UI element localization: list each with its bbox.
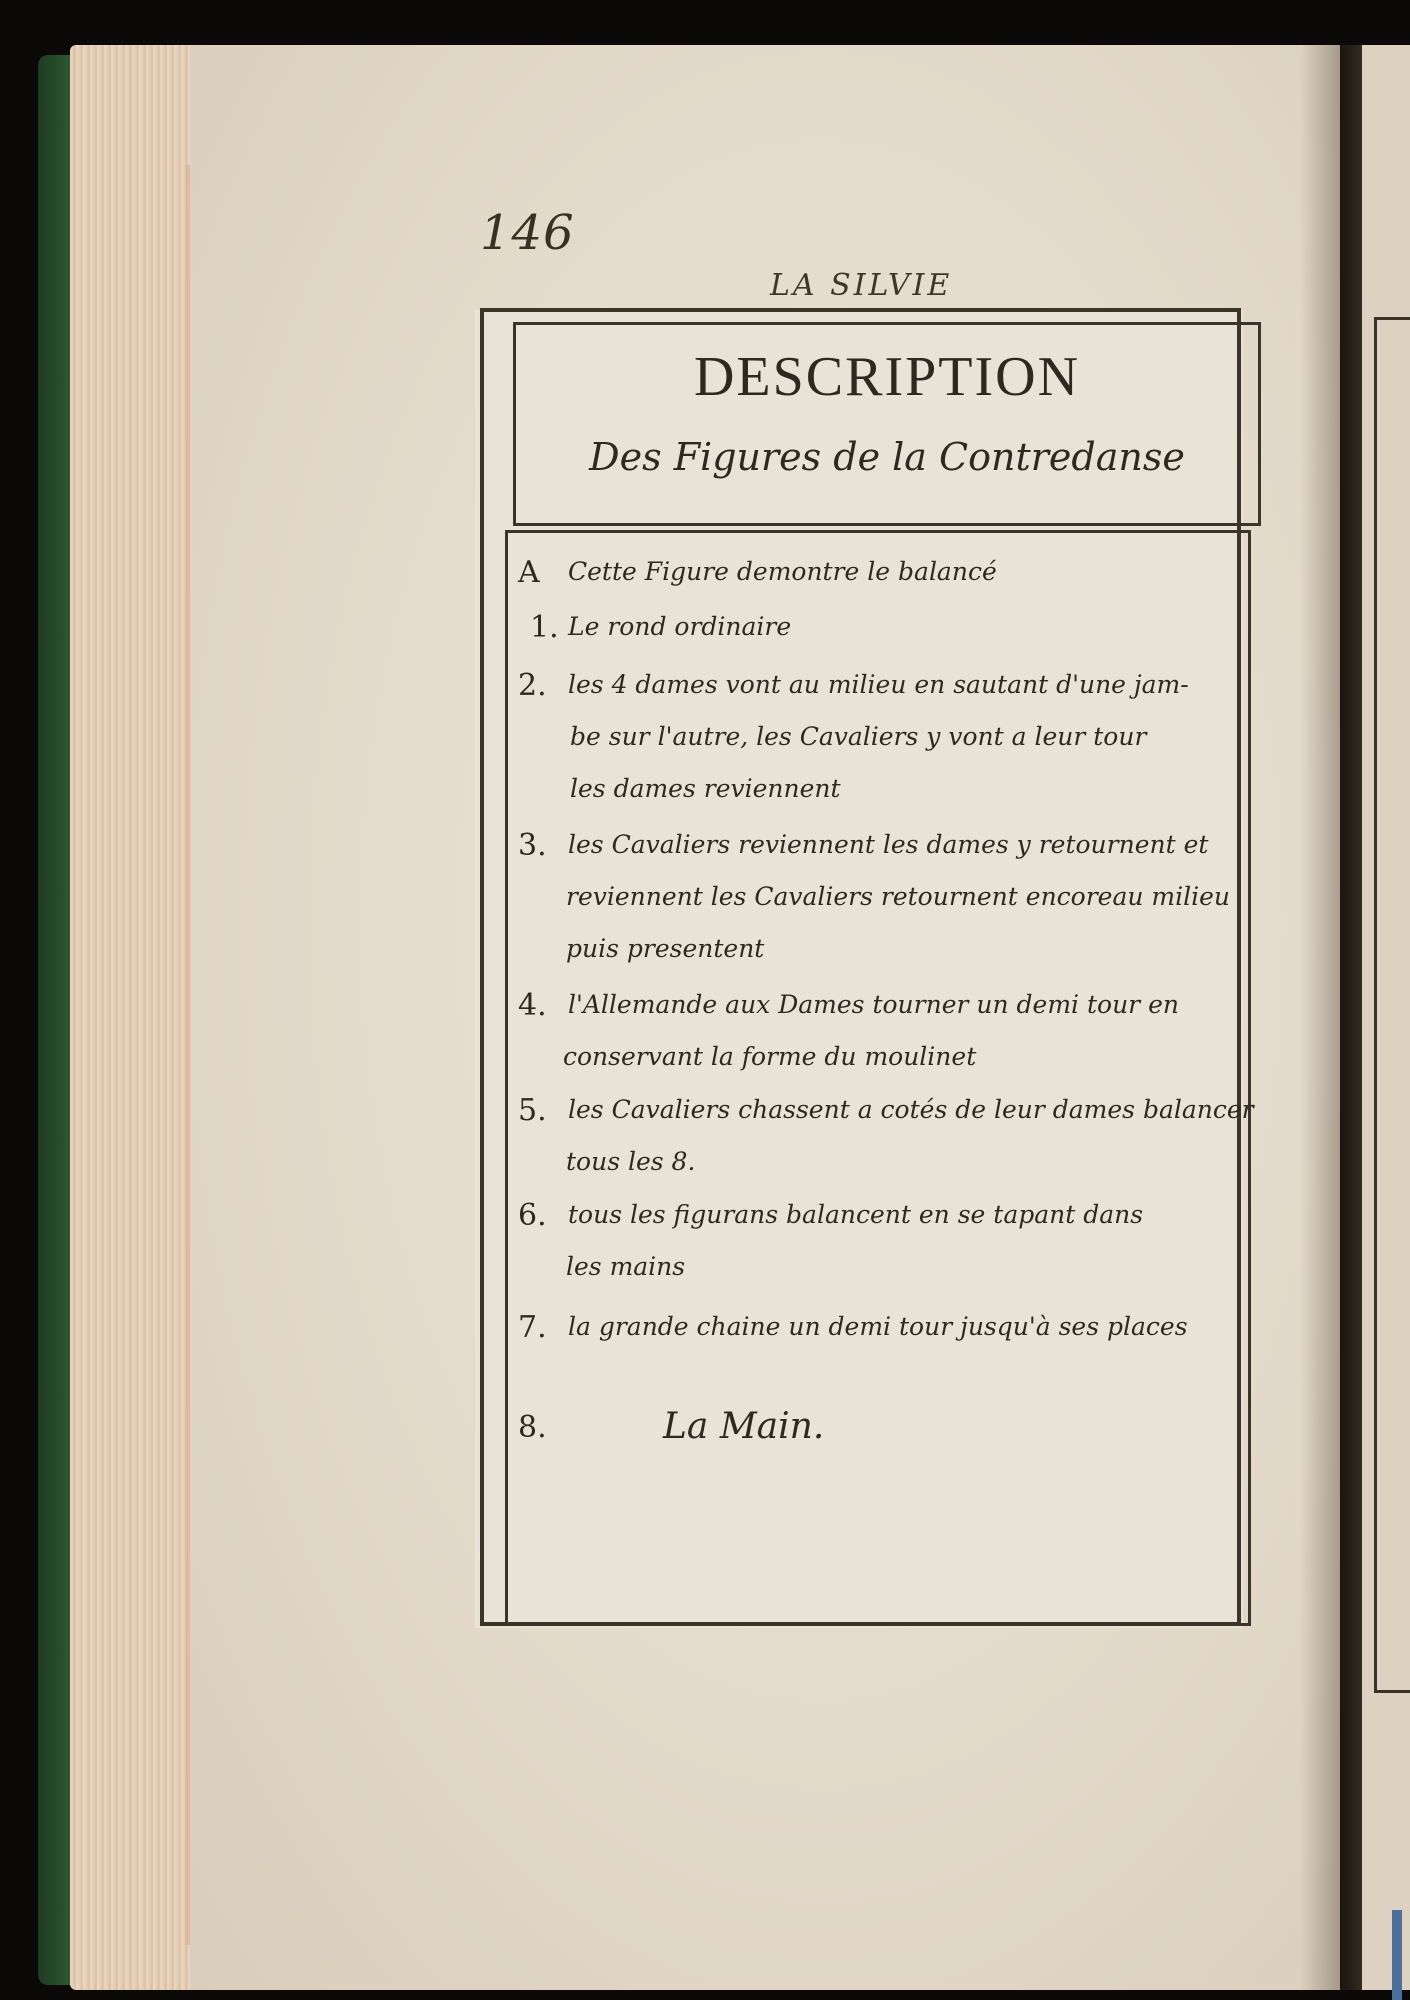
running-title: LA SILVIE [770,268,953,303]
entry-number: 7. [518,1310,547,1345]
facing-page-frame [1374,317,1410,1693]
entry-line: reviennent les Cavaliers retournent encoreau milieu [566,882,1231,911]
entry-line: tous les 8. [566,1147,696,1176]
entry-line: l'Allemande aux Dames tourner un demi tour en [568,990,1179,1019]
entry-number: 5. [518,1093,547,1128]
plate-subheading: Des Figures de la Contredanse [589,435,1185,479]
entry-line: la grande chaine un demi tour jusqu'à ses places [568,1312,1188,1341]
bookmark-ribbon [1392,1910,1402,2000]
entry-line: les mains [566,1252,686,1281]
entry-number: 6. [518,1198,547,1233]
entry-line: les Cavaliers chassent a cotés de leur dames balancer [568,1095,1254,1124]
entry-line: conservant la forme du moulinet [563,1042,977,1071]
facing-page-edge [1362,45,1410,1990]
entry-number: A [518,555,540,590]
entry-line: puis presentent [566,934,765,963]
entry-line: Cette Figure demontre le balancé [568,557,997,586]
plate-heading: DESCRIPTION [693,346,1081,408]
title-cartouche [513,322,1261,526]
entry-number: 4. [518,988,547,1023]
entry-line: be sur l'autre, les Cavaliers y vont a leur tour [570,722,1147,751]
entry-line: Le rond ordinaire [568,612,792,641]
page-edges [70,45,210,1990]
entry-line: les Cavaliers reviennent les dames y retournent et [568,830,1209,859]
entry-line: La Main. [663,1406,825,1447]
page-number: 146 [480,205,575,261]
entry-number: 1. [530,610,559,645]
entry-line: les dames reviennent [570,774,841,803]
entry-number: 3. [518,828,547,863]
entry-number: 2. [518,668,547,703]
entry-line: les 4 dames vont au milieu en sautant d'une jam- [568,670,1189,699]
entry-number: 8. [518,1410,547,1445]
entry-line: tous les figurans balancent en se tapant dans [568,1200,1144,1229]
